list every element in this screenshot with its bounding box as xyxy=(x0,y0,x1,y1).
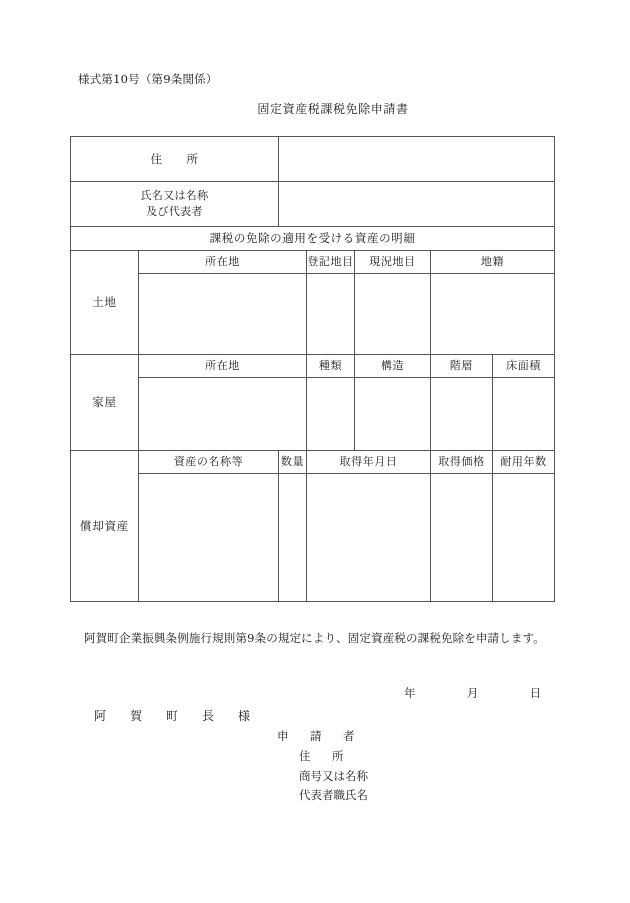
name-label-line1: 氏名又は名称 xyxy=(140,189,209,203)
land-column-registered-category: 登記地目 xyxy=(307,251,355,274)
land-value-registered-category[interactable] xyxy=(307,274,355,355)
house-value-location[interactable] xyxy=(139,378,307,451)
table-row-depreciable-data xyxy=(71,474,555,602)
house-column-floors: 階層 xyxy=(431,355,493,378)
house-value-type[interactable] xyxy=(307,378,355,451)
depreciable-column-quantity: 数量 xyxy=(279,451,307,474)
table-row-address xyxy=(71,137,555,182)
table-row-section-title xyxy=(71,227,555,251)
applicant-block xyxy=(277,727,368,806)
land-column-area: 地籍 xyxy=(431,251,555,274)
name-label xyxy=(71,182,279,227)
row-label-land: 土地 xyxy=(71,251,139,355)
table-row-name xyxy=(71,182,555,227)
land-column-location: 所在地 xyxy=(139,251,307,274)
depreciable-value-acquisition-date[interactable] xyxy=(307,474,431,602)
land-value-area[interactable] xyxy=(431,274,555,355)
depreciable-column-acquisition-date: 取得年月日 xyxy=(307,451,431,474)
table-row-house-header xyxy=(71,355,555,378)
row-label-depreciable: 償却資産 xyxy=(71,451,139,602)
land-column-current-category: 現況地目 xyxy=(355,251,431,274)
depreciable-column-acquisition-price: 取得価格 xyxy=(431,451,493,474)
table-row-land-data xyxy=(71,274,555,355)
page-title: 固定資産税課税免除申請書 xyxy=(257,102,409,116)
applicant-address-label: 住 所 xyxy=(299,748,349,763)
depreciable-column-asset-name: 資産の名称等 xyxy=(139,451,279,474)
house-value-floors[interactable] xyxy=(431,378,493,451)
land-value-current-category[interactable] xyxy=(355,274,431,355)
depreciable-value-asset-name[interactable] xyxy=(139,474,279,602)
date-month-label: 月 xyxy=(466,686,479,700)
table-row-land-header xyxy=(71,251,555,274)
application-statement: 阿賀町企業振興条例施行規則第9条の規定により、固定資産税の課税免除を申請します。 xyxy=(84,631,545,645)
date-year-label: 年 xyxy=(404,686,416,700)
house-column-structure: 構造 xyxy=(355,355,431,378)
asset-section-title: 課税の免除の適用を受ける資産の明細 xyxy=(71,227,555,251)
land-value-location[interactable] xyxy=(139,274,307,355)
form-number: 様式第10号（第9条関係） xyxy=(78,72,218,86)
house-column-floor-area: 床面積 xyxy=(493,355,555,378)
address-label: 住 所 xyxy=(71,137,279,182)
depreciable-value-quantity[interactable] xyxy=(279,474,307,602)
depreciable-column-useful-life: 耐用年数 xyxy=(493,451,555,474)
date-line xyxy=(404,685,541,701)
house-column-location: 所在地 xyxy=(139,355,307,378)
house-value-structure[interactable] xyxy=(355,378,431,451)
house-column-type: 種類 xyxy=(307,355,355,378)
house-value-floor-area[interactable] xyxy=(493,378,555,451)
name-value-field[interactable] xyxy=(279,182,555,227)
date-day-label: 日 xyxy=(529,686,542,700)
table-row-depreciable-header xyxy=(71,451,555,474)
application-form-table xyxy=(70,136,555,602)
applicant-representative-label: 代表者職氏名 xyxy=(299,788,368,803)
recipient-line: 阿 賀 町 長 様 xyxy=(94,709,257,723)
depreciable-value-useful-life[interactable] xyxy=(493,474,555,602)
depreciable-value-acquisition-price[interactable] xyxy=(431,474,493,602)
row-label-house: 家屋 xyxy=(71,355,139,451)
table-row-house-data xyxy=(71,378,555,451)
name-label-line2: 及び代表者 xyxy=(146,205,203,218)
applicant-title: 申 請 者 xyxy=(277,729,360,743)
address-value-field[interactable] xyxy=(279,137,555,182)
applicant-trade-name-label: 商号又は名称 xyxy=(299,768,368,783)
